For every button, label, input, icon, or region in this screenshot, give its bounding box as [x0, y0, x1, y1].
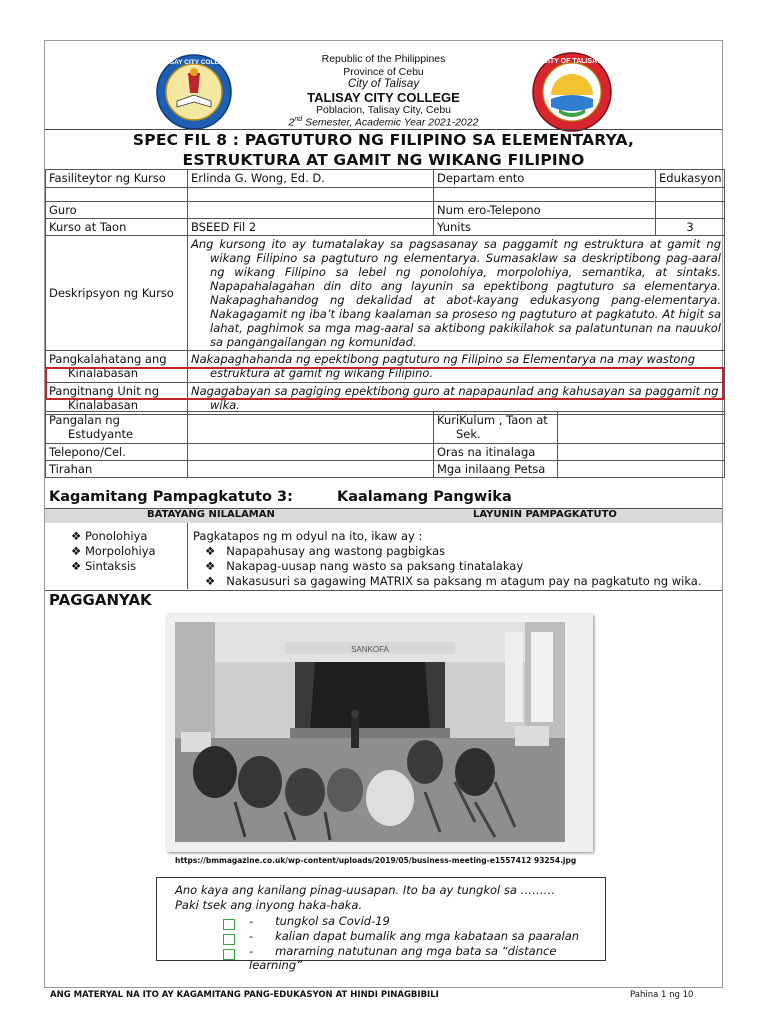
time-value[interactable]: [558, 444, 725, 461]
teacher-label: Guro: [46, 202, 188, 219]
general-outcome-value: Nakapaghahanda ng epektibong pagtuturo ng Filipino sa Elementarya na may wastong estruktura at gamit ng wikang Filipino.: [188, 351, 725, 383]
photo-source-url: https://bmmagazine.co.uk/wp-content/uploads/2019/05/business-meeting-e1557412 93254.jpg: [175, 856, 577, 865]
course-title-line2: ESTRUKTURA AT GAMIT NG WIKANG FILIPINO: [182, 151, 585, 169]
unit-outcome-label: Pangitnang Unit ng Kinalabasan: [46, 383, 188, 415]
logo-left-text: TALISAY CITY COLLEGE: [155, 59, 233, 66]
curriculum-value[interactable]: [558, 412, 725, 444]
option-checkbox[interactable]: [223, 919, 235, 930]
facilitator-value: Erlinda G. Wong, Ed. D.: [188, 170, 434, 188]
option-item: - kalian dapat bumalik ang mga kabataan sa paaralan: [249, 929, 580, 943]
footer-disclaimer: ANG MATERYAL NA ITO AY KAGAMITANG PANG-EDUKASYON AT HINDI PINAGBIBILI: [50, 990, 439, 1000]
units-value: 3: [656, 219, 725, 236]
objective-item: ❖ Nakapag-uusap nang wasto sa paksang tinatalakay: [205, 559, 524, 573]
header-province: Province of Cebu: [343, 66, 424, 78]
description-value: Ang kursong ito ay tumatalakay sa pagsasanay sa paggamit ng estruktura at gamit ng wikang Filipino sa pagtuturo ng elementarya. Sumasaklaw sa deskriptibong pag-aaral ng wikang Filipino sa lebel ng ponolohiya, morpolohiya, semantika, at sintaks. Napapahalagahan din dito ang layunin sa epektibong pagtuturo sa elementarya. Nakapaghahandog ng dekalidad at abot-kayang edukasyong pang-elementarya. Nakagagamit ng iba’t ibang kaalaman sa proseso ng pagtuturo at pagkatuto. At higit sa lahat, paghimok sa mga mag-aaral sa aktibong pakikilahok sa palatuntunan na nauukol sa pangangailangan ng komunidad.: [188, 236, 725, 351]
module-header-bar: [45, 509, 722, 523]
units-label: Yunits: [434, 219, 656, 236]
phone-number-label: Num ero-Telepono: [434, 202, 656, 219]
header-city: City of Talisay: [347, 78, 420, 90]
option-checkbox[interactable]: [223, 934, 235, 945]
content-item: ❖ Sintaksis: [71, 559, 137, 573]
course-title-line1: SPEC FIL 8 : PAGTUTURO NG FILIPINO SA ELEMENTARYA,: [132, 131, 635, 149]
course-year-label: Kurso at Taon: [46, 219, 188, 236]
header-republic: Republic of the Philippines: [321, 53, 446, 65]
unit-outcome-value: Nagagabayan sa pagiging epektibong guro at napapaunlad ang kahusayan sa paggamit ng wika.: [188, 383, 725, 415]
dates-value[interactable]: [558, 461, 725, 478]
option-item: - maraming natutunan ang mga bata sa “distance learning”: [249, 944, 557, 972]
objective-item: ❖ Napapahusay ang wastong pagbigkas: [205, 544, 446, 558]
dates-label: Mga inilaang Petsa: [434, 461, 558, 478]
content-column-header: BATAYANG NILALAMAN: [147, 509, 275, 520]
student-name-label: Pangalan ng Estudyante: [46, 412, 188, 444]
department-label: Departam ento: [434, 170, 656, 188]
logo-right-text: CITY OF TALISAY: [542, 58, 602, 65]
content-item: ❖ Ponolohiya: [71, 529, 148, 543]
footer-page-number: Pahina 1 ng 10: [630, 990, 694, 1000]
general-outcome-label: Pangkalahatang ang Kinalabasan: [46, 351, 188, 383]
header-divider: [45, 129, 722, 130]
option-checkbox[interactable]: [223, 949, 235, 960]
objectives-column-header: LAYUNIN PAMPAGKATUTO: [473, 509, 617, 520]
student-phone-label: Telepono/Cel.: [46, 444, 188, 461]
objective-item: ❖ Nakasusuri sa gagawing MATRIX sa paksang m atagum pay na pagkatuto ng wika.: [205, 574, 702, 588]
time-label: Oras na itinalaga: [434, 444, 558, 461]
meeting-photo: [167, 614, 593, 852]
student-phone-value[interactable]: [188, 444, 434, 461]
document-page: [44, 40, 723, 988]
option-item: - tungkol sa Covid-19: [249, 914, 390, 928]
course-year-value: BSEED Fil 2: [188, 219, 434, 236]
facilitator-label: Fasiliteytor ng Kurso: [46, 170, 188, 188]
header-college: TALISAY CITY COLLEGE: [307, 90, 460, 105]
module-title-left: Kagamitang Pampagkatuto 3:: [49, 489, 293, 505]
address-value[interactable]: [188, 461, 434, 478]
department-value: Edukasyon: [656, 170, 725, 188]
student-info-table: [45, 411, 725, 478]
header-address: Poblacion, Talisay City, Cebu: [315, 104, 451, 116]
module-column-divider: [187, 523, 188, 589]
photo-sign-text: SANKOFA: [351, 645, 389, 654]
question-line1: Ano kaya ang kanilang pinag-uusapan. Ito ba ay tungkol sa ………: [175, 883, 556, 897]
highlight-box: [45, 367, 724, 400]
address-label: Tirahan: [46, 461, 188, 478]
content-item: ❖ Morpolohiya: [71, 544, 156, 558]
question-box: [156, 877, 606, 972]
objectives-intro: Pagkatapos ng m odyul na ito, ikaw ay :: [193, 529, 423, 543]
pagganyak-heading: PAGGANYAK: [49, 591, 152, 609]
description-label: Deskripsyon ng Kurso: [46, 236, 188, 351]
student-name-value[interactable]: [188, 412, 434, 444]
question-line2: Paki tsek ang inyong haka-haka.: [175, 898, 363, 912]
header-semester: 2nd Semester, Academic Year 2021-2022: [288, 116, 479, 129]
module-title-right: Kaalamang Pangwika: [337, 489, 512, 505]
curriculum-label: KuriKulum , Taon at Sek.: [434, 412, 558, 444]
